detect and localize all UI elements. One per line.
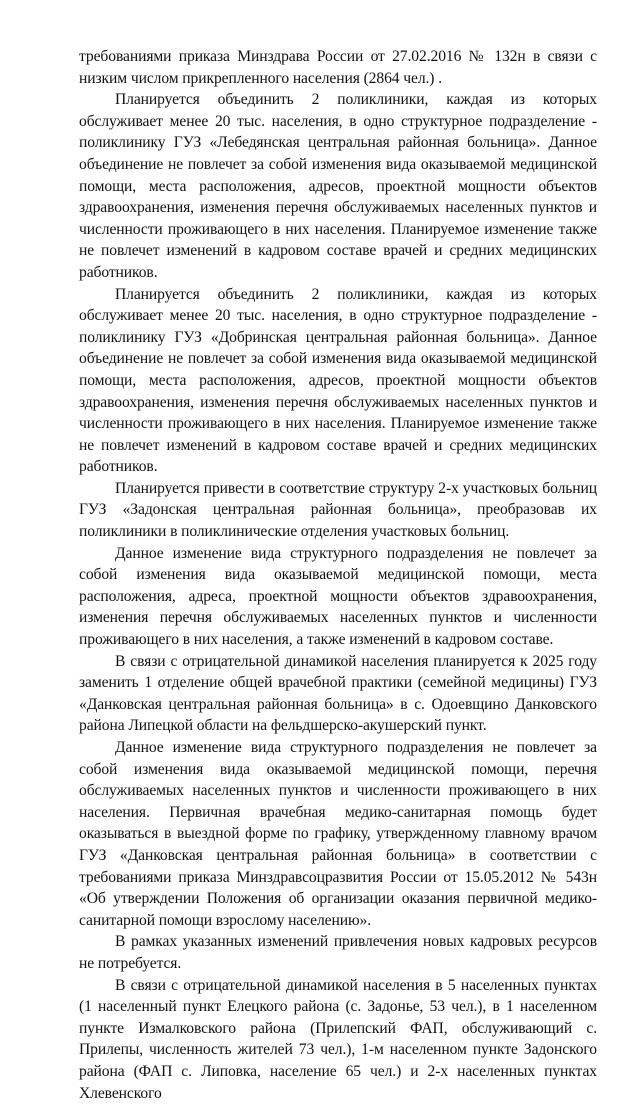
paragraph-zadonsk-consequences: Данное изменение вида структурного подразделения не повлечет за собой изменения вида оказываемой медицинской помощи, места расположения, адреса, проектной мощности объектов здравоохранения, изменения перечня обслуживаемых населенных пунктов и численности проживающего в них населения, а также изменений в кадровом составе. xyxy=(79,544,597,649)
paragraph-dankov-consequences: Данное изменение вида структурного подразделения не повлечет за собой изменения вида оказываемой медицинской помощи, перечня обслуживаемых населенных пунктов и численности проживающего в них населения. Первичная врачебная медико-санитарная помощь будет оказываться в выездной форме по графику, утвержденному главному врачом ГУЗ «Данковская центральная районная больница» в соответствии с требованиями приказа Минздравсоцразвития России от 15.05.2012 № 543н «Об утверждении Положения об организации оказания первичной медико-санитарной помощи взрослому населению». xyxy=(79,739,597,929)
paragraph-staffing: В рамках указанных изменений привлечения новых кадровых ресурсов не потребуется. xyxy=(79,933,597,972)
paragraph-continuation: требованиями приказа Минздрава России от 27.02.2016 № 132н в связи с низким числом прикрепленного населения (2864 чел.) . xyxy=(79,48,597,87)
document-body xyxy=(79,46,597,1104)
paragraph-zadonsk-restructure: Планируется привести в соответствие структуру 2-х участковых больниц ГУЗ «Задонская центральная районная больница», преобразовав их поликлиники в поликлинические отделения участковых больниц. xyxy=(79,479,597,541)
paragraph-population-decline: В связи с отрицательной динамикой населения в 5 населенных пунктах (1 населенный пункт Елецкого района (с. Задонье, 53 чел.), в 1 населенном пункте Измалковского района (Прилепский ФАП, обслуживающий с. Прилепы, численность жителей 73 чел.), 1-м населенном пункте Задонского района (ФАП с. Липовка, население 65 чел.) и 2-х населенных пунктах Хлевенского xyxy=(79,976,597,1102)
paragraph-dobrinka-merger: Планируется объединить 2 поликлиники, каждая из которых обслуживает менее 20 тыс. населения, в одно структурное подразделение - поликлинику ГУЗ «Добринская центральная районная больница». Данное объединение не повлечет за собой изменения вида оказываемой медицинской помощи, места расположения, адресов, проектной мощности объектов здравоохранения, изменения перечня обслуживаемых населенных пунктов и численности проживающего в них населения. Планируемое изменение также не повлечет изменений в кадровом составе врачей и средних медицинских работников. xyxy=(79,285,597,476)
paragraph-dankov-replacement: В связи с отрицательной динамикой населения планируется к 2025 году заменить 1 отделение общей врачебной практики (семейной медицины) ГУЗ «Данковская центральная районная больница» в с. Одоевщино Данковского района Липецкой области на фельдшерско-акушерский пункт. xyxy=(79,652,597,735)
paragraph-lebedyan-merger: Планируется объединить 2 поликлиники, каждая из которых обслуживает менее 20 тыс. населения, в одно структурное подразделение - поликлинику ГУЗ «Лебедянская центральная районная больница». Данное объединение не повлечет за собой изменения вида оказываемой медицинской помощи, места расположения, адресов, проектной мощности объектов здравоохранения, изменения перечня обслуживаемых населенных пунктов и численности проживающего в них населения. Планируемое изменение также не повлечет изменений в кадровом составе врачей и средних медицинских работников. xyxy=(79,91,597,281)
